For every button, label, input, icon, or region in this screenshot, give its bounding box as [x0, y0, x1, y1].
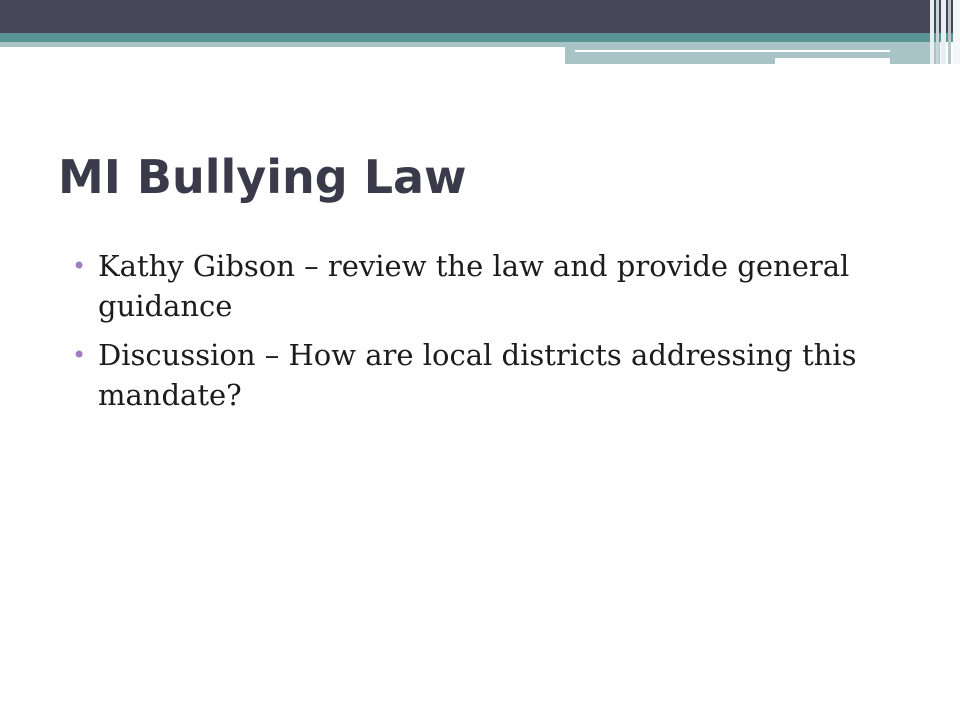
- header-band-teal: [0, 33, 960, 42]
- bullet-list: [72, 246, 902, 424]
- header-band-white-line: [575, 50, 890, 52]
- bullet-dot-icon: •: [72, 252, 87, 280]
- header-band-dark: [0, 0, 960, 33]
- bullet-text: Discussion – How are local districts addressing this mandate?: [98, 338, 857, 412]
- header-vertical-stripe: [930, 0, 934, 64]
- header-band-light: [0, 42, 565, 47]
- header-band-step-notch: [775, 58, 890, 64]
- bullet-dot-icon: •: [72, 341, 87, 369]
- header-vertical-stripe: [941, 0, 946, 64]
- bullet-text: Kathy Gibson – review the law and provide general guidance: [98, 249, 850, 323]
- slide-title: MI Bullying Law: [58, 150, 467, 204]
- header-vertical-stripe: [936, 0, 939, 64]
- bullet-item: [72, 335, 902, 415]
- bullet-item: [72, 246, 902, 326]
- header-vertical-stripe: [948, 0, 951, 64]
- header-vertical-stripe: [953, 0, 960, 64]
